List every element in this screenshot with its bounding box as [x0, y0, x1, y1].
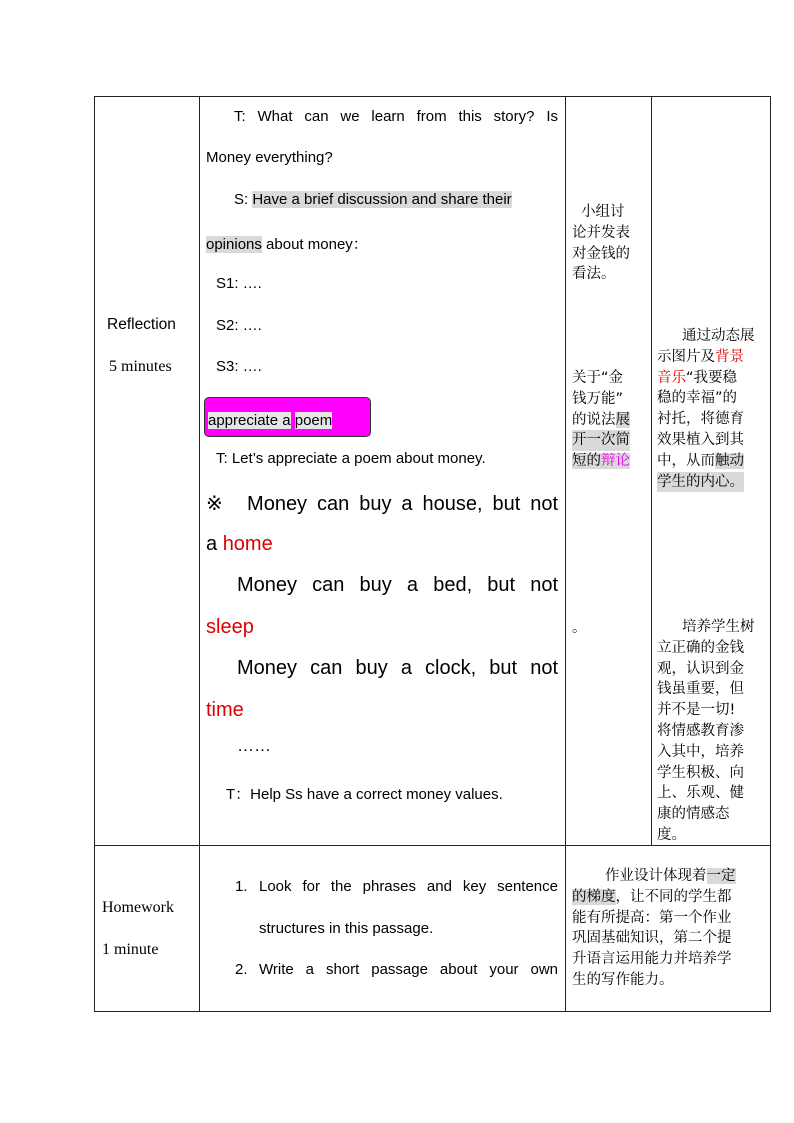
col3-line: 的说法展: [572, 411, 630, 428]
col4-line: 并不是一切!: [657, 702, 736, 719]
debate-note: [572, 368, 650, 472]
teacher-values: T：Help Ss have a correct money values.: [226, 786, 503, 803]
homework-design-intent: [572, 866, 768, 991]
col4-line: 度。: [657, 826, 686, 843]
col4-line: 衬托，将德育: [657, 411, 744, 428]
col3-period: 。: [572, 620, 587, 636]
reflection-label: Reflection: [107, 316, 176, 333]
col4-line: 立正确的金钱: [657, 639, 744, 656]
appreciate-label-b: poem: [294, 412, 333, 429]
student-activity-tail: about money：: [261, 236, 368, 253]
col4-line: 学生的内心。: [657, 472, 744, 493]
poem-word-time: time: [206, 699, 244, 721]
col3-line: 看法。: [572, 266, 616, 283]
col4-line: 观，认识到金: [657, 660, 744, 677]
teacher-poem-intro: T: Let’s appreciate a poem about money.: [216, 450, 486, 467]
col3-line: 开一次简: [572, 430, 630, 451]
col4-line: 中，从而触动: [657, 452, 744, 469]
design-line: 作业设计体现着一定: [605, 868, 736, 884]
homework-item-1-line1: Look for the phrases and key sentence: [259, 878, 558, 895]
appreciate-poem-label-box: [204, 397, 371, 437]
col-divider-2: [565, 96, 566, 1012]
col4-line: 通过动态展: [682, 328, 755, 344]
col4-line: 上、乐观、健: [657, 785, 744, 802]
poem-line2: Money can buy a bed, but not: [237, 574, 558, 596]
col4-line: 将情感教育渗: [657, 722, 744, 739]
homework-item-1-line2: structures in this passage.: [259, 920, 434, 937]
col4-line: 示图片及背景: [657, 348, 744, 365]
design-intent-music: [657, 326, 769, 492]
col4-line: 音乐“我要稳: [657, 369, 738, 386]
col4-line: 入其中，培养: [657, 743, 744, 760]
student-prefix: S:: [234, 191, 253, 208]
table-top-border: [94, 96, 771, 97]
poem-ellipsis: ……: [237, 736, 271, 755]
design-line: 生的写作能力。: [572, 971, 674, 988]
homework-item-2-line1: Write a short passage about your own: [259, 961, 558, 978]
col4-line: 学生积极、向: [657, 764, 744, 781]
col3-line: 对金钱的: [572, 245, 630, 262]
poem-line1: ※ Money can buy a house, but not: [206, 493, 558, 515]
col4-line: 钱虽重要，但: [657, 681, 744, 698]
student-response-2: S2: ….: [216, 317, 262, 334]
col3-line: 小组讨: [581, 204, 625, 220]
poem-line3: Money can buy a clock, but not: [237, 657, 558, 679]
design-line: 升语言运用能力并培养学: [572, 951, 732, 968]
student-response-1: S1: ….: [216, 275, 262, 292]
col4-line: 效果植入到其: [657, 431, 744, 448]
poem-line1-prefix: a: [206, 533, 223, 555]
homework-label: Homework: [102, 899, 174, 916]
design-line: 的梯度，让不同的学生都: [572, 888, 732, 905]
design-line: 能有所提高：第一个作业: [572, 909, 732, 926]
student-activity-line2: [206, 233, 368, 254]
student-activity-highlight: Have a brief discussion and share their: [252, 191, 512, 208]
col3-line: 关于“金: [572, 370, 624, 386]
poem-line1-end: [206, 533, 273, 556]
group-discussion-note: [572, 202, 650, 285]
student-response-3: S3: ….: [216, 358, 262, 375]
homework-item-1-number: 1.: [235, 878, 248, 895]
table-left-border: [94, 96, 95, 1012]
table-right-border: [770, 96, 771, 1012]
col3-line: 短的辩论: [572, 453, 630, 470]
col-divider-3: [651, 96, 652, 846]
student-activity-line1: [234, 191, 558, 208]
poem-word-home: home: [222, 533, 273, 555]
homework-item-2-number: 2.: [235, 961, 248, 978]
reflection-duration: 5 minutes: [109, 358, 172, 375]
design-line: 巩固基础知识，第二个提: [572, 930, 732, 947]
col3-line: 钱万能”: [572, 390, 624, 407]
homework-duration: 1 minute: [102, 941, 159, 958]
poem-word-sleep: sleep: [206, 616, 254, 638]
appreciate-label-a: appreciate a: [208, 412, 291, 429]
table-bottom-border: [94, 1011, 771, 1012]
col4-line: 康的情感态: [657, 806, 730, 823]
col4-line: 培养学生树: [682, 619, 755, 635]
student-activity-highlight-2: opinions: [206, 236, 262, 253]
teacher-question-line2: Money everything?: [206, 149, 333, 166]
col3-line: 论并发表: [572, 224, 630, 241]
teacher-question-line1: T: What can we learn from this story? Is: [234, 108, 558, 125]
col4-line: 稳的幸福”的: [657, 390, 738, 407]
design-intent-values: [657, 617, 769, 846]
appreciate-poem-label: [208, 412, 332, 429]
col-divider-1: [199, 96, 200, 1012]
